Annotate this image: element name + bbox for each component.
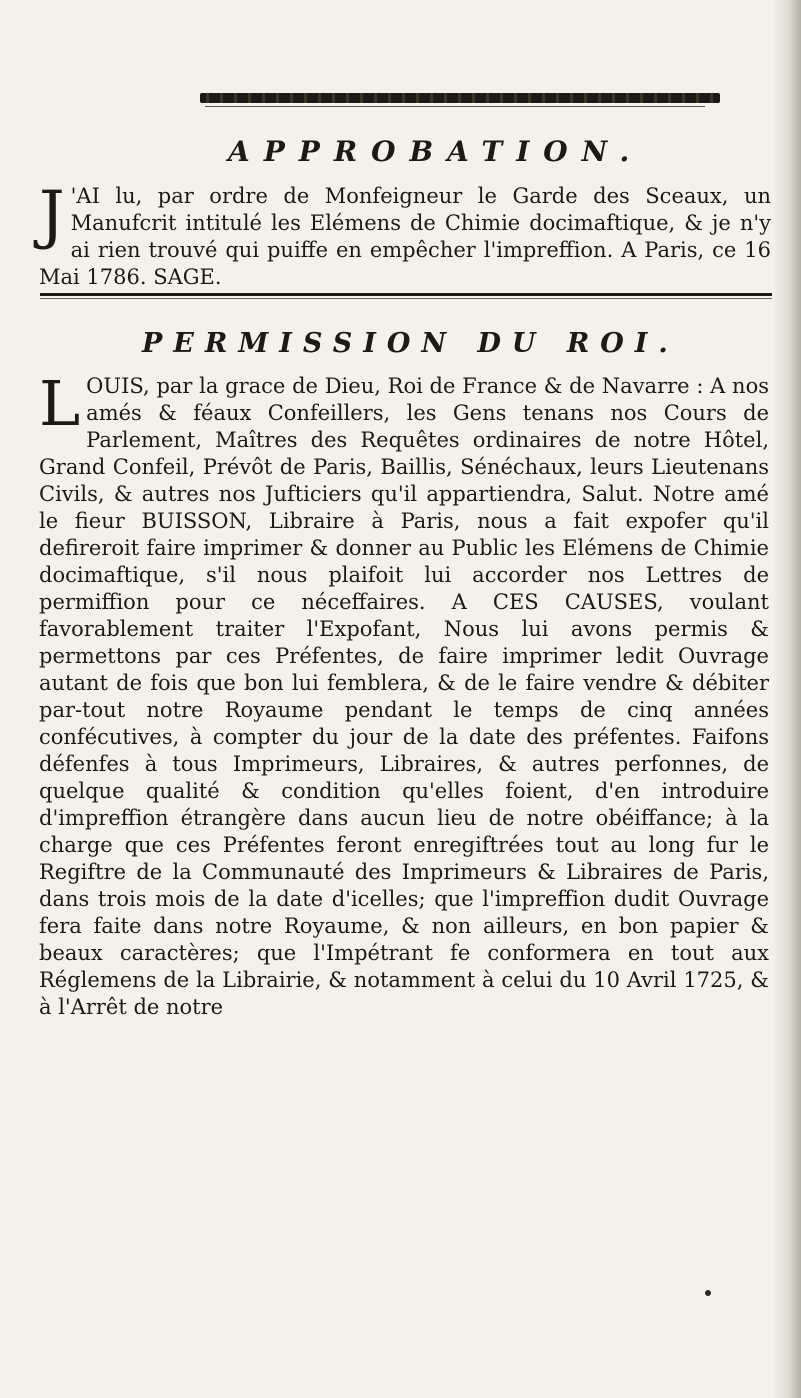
permission-paragraph — [39, 367, 769, 1021]
permission-heading: PERMISSION DU ROI. — [142, 328, 679, 359]
section-divider — [40, 293, 772, 296]
page-edge-shadow — [773, 0, 801, 1398]
drop-cap-l: L — [39, 367, 81, 440]
approbation-text: 'AI lu, par ordre de Monfeigneur le Garde des Sceaux, un Manufcrit intitulé les Elémens de Chimie docimaftique, & je n'y ai rien trouvé qui puiffe en empêcher l'impreffion. A Paris, ce 16 Mai 1786. SAGE. — [39, 184, 771, 289]
drop-cap-j: J — [39, 178, 65, 252]
thin-rule — [205, 106, 705, 107]
ornamental-rule — [200, 93, 720, 103]
section-divider-thin — [40, 298, 772, 299]
ink-speck — [705, 1290, 711, 1296]
approbation-paragraph — [39, 178, 771, 291]
approbation-heading: APPROBATION. — [228, 135, 644, 168]
permission-text: OUIS, par la grace de Dieu, Roi de France & de Navarre : A nos amés & féaux Confeillers, les Gens tenans nos Cours de Parlement, Maîtres des Requêtes ordinaires de notre Hôtel, Grand Confeil, Prévôt de Paris, Baillis, Sénéchaux, leurs Lieutenans Civils, & autres nos Jufticiers qu'il appartiendra, Salut. Notre amé le fieur BUISSON, Libraire à Paris, nous a fait expofer qu'il defireroit faire imprimer & donner au Public les Elémens de Chimie docimaftique, s'il nous plaifoit lui accorder nos Lettres de permiffion pour ce néceffaires. A CES CAUSES, voulant favorablement traiter l'Expofant, Nous lui avons permis & permettons par ces Préfentes, de faire imprimer ledit Ouvrage autant de fois que bon lui femblera, & de le faire vendre & débiter par-tout notre Royaume pendant le temps de cinq années confécutives, à compter du jour de la date des préfentes. Faifons défenfes à tous Imprimeurs, Libraires, & autres perfonnes, de quelque qualité & condition qu'elles foient, d'en introduire d'impreffion étrangère dans aucun lieu de notre obéiffance; à la charge que ces Préfentes feront enregiftrées tout au long fur le Regiftre de la Communauté des Imprimeurs & Libraires de Paris, dans trois mois de la date d'icelles; que l'impreffion dudit Ouvrage fera faite dans notre Royaume, & non ailleurs, en bon papier & beaux caractères; que l'Impétrant fe conformera en tout aux Réglemens de la Librairie, & notamment à celui du 10 Avril 1725, & à l'Arrêt de notre — [39, 374, 769, 1019]
